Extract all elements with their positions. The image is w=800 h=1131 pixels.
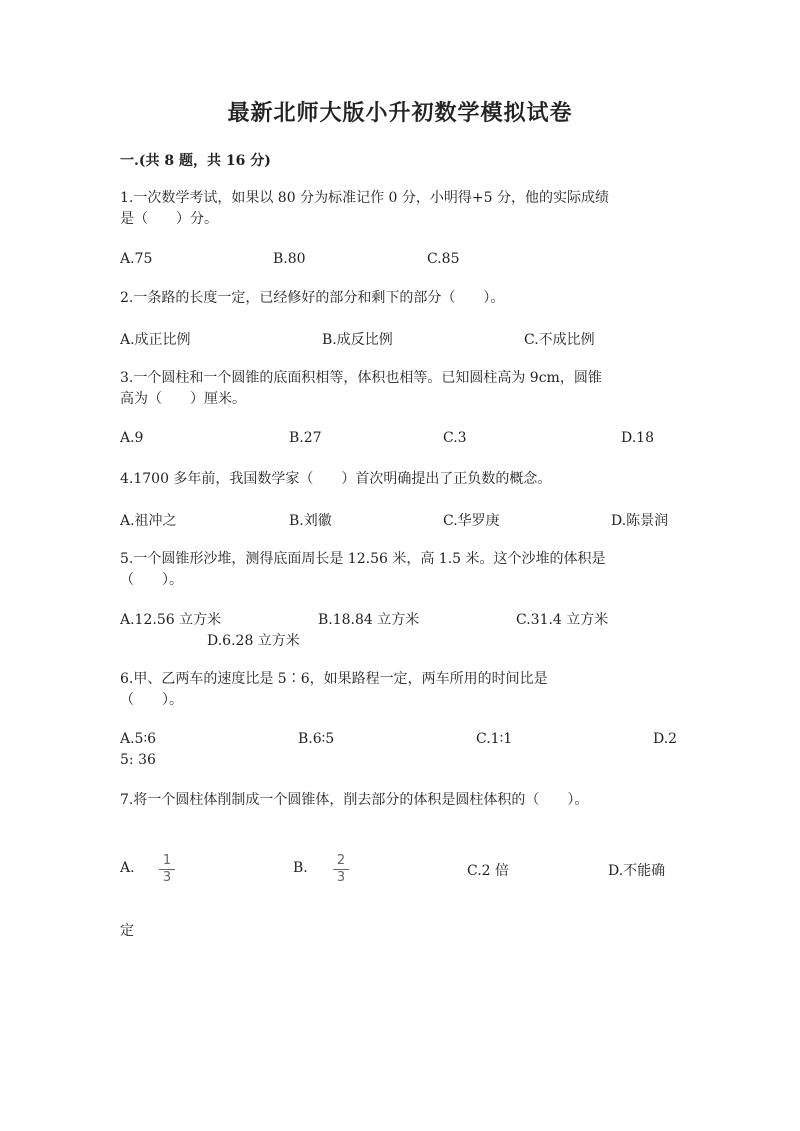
question-5-option-c: C.31.4 立方米 (516, 612, 609, 628)
question-1-option-b: B.80 (273, 251, 306, 267)
question-4-option-b: B.刘徽 (289, 513, 332, 529)
question-4-option-c: C.华罗庚 (443, 513, 500, 529)
question-2-option-b: B.成反比例 (322, 332, 393, 348)
question-5-line-1: 5.一个圆锥形沙堆，测得底面周长是 12.56 米，高 1.5 米。这个沙堆的体积是 (120, 551, 606, 567)
question-4-line-1: 4.1700 多年前，我国数学家（ ）首次明确提出了正负数的概念。 (120, 471, 552, 487)
question-1-line-1: 1.一次数学考试，如果以 80 分为标准记作 0 分，小明得+5 分，他的实际成绩 (120, 190, 609, 206)
question-5-option-a: A.12.56 立方米 (120, 612, 222, 628)
question-5-option-d: D.6.28 立方米 (207, 633, 300, 649)
question-7-option-a: A. (120, 860, 135, 876)
question-6-option-d: D.2 (653, 731, 678, 747)
question-1-option-c: C.85 (427, 251, 460, 267)
page-title: 最新北师大版小升初数学模拟试卷 (227, 100, 573, 126)
question-7-option-d-continued: 定 (120, 923, 134, 939)
question-3-option-c: C.3 (443, 430, 467, 446)
question-2-option-c: C.不成比例 (524, 332, 595, 348)
question-2-line-1: 2.一条路的长度一定，已经修好的部分和剩下的部分（ ）。 (120, 290, 505, 306)
question-6-option-c: C.1∶1 (476, 731, 513, 747)
section-heading: 一.(共 8 题，共 16 分) (120, 153, 271, 169)
question-6-option-d-continued: 5: 36 (120, 752, 156, 768)
question-1-option-a: A.75 (120, 251, 153, 267)
question-7-option-c: C.2 倍 (467, 863, 510, 879)
fraction-two-thirds-denominator: 3 (336, 870, 346, 885)
question-3-option-b: B.27 (289, 430, 322, 446)
question-7-line-1: 7.将一个圆柱体削制成一个圆锥体，削去部分的体积是圆柱体积的（ ）。 (120, 792, 589, 808)
question-6-option-b: B.6∶5 (298, 731, 335, 747)
question-4-option-a: A.祖冲之 (120, 513, 177, 529)
question-6-option-a: A.5∶6 (120, 731, 157, 747)
fraction-one-third-denominator: 3 (162, 870, 172, 885)
question-4-option-d: D.陈景润 (611, 513, 669, 529)
fraction-one-third-numerator: 1 (162, 853, 172, 868)
question-7-option-d: D.不能确 (608, 863, 666, 879)
question-5-line-2: （ ）。 (120, 572, 183, 588)
question-2-option-a: A.成正比例 (120, 332, 191, 348)
question-3-option-a: A.9 (120, 430, 144, 446)
question-7-option-b: B. (293, 860, 308, 876)
fraction-two-thirds-numerator: 2 (336, 853, 346, 868)
question-3-line-1: 3.一个圆柱和一个圆锥的底面积相等，体积也相等。已知圆柱高为 9cm，圆锥 (120, 370, 602, 386)
question-6-line-2: （ ）。 (120, 692, 183, 708)
question-5-option-b: B.18.84 立方米 (318, 612, 420, 628)
question-3-option-d: D.18 (621, 430, 654, 446)
fraction-two-thirds (333, 854, 349, 885)
fraction-one-third (159, 854, 175, 885)
question-6-line-1: 6.甲、乙两车的速度比是 5∶6，如果路程一定，两车所用的时间比是 (120, 671, 548, 687)
question-3-line-2: 高为（ ）厘米。 (120, 391, 246, 407)
question-1-line-2: 是（ ）分。 (120, 211, 218, 227)
